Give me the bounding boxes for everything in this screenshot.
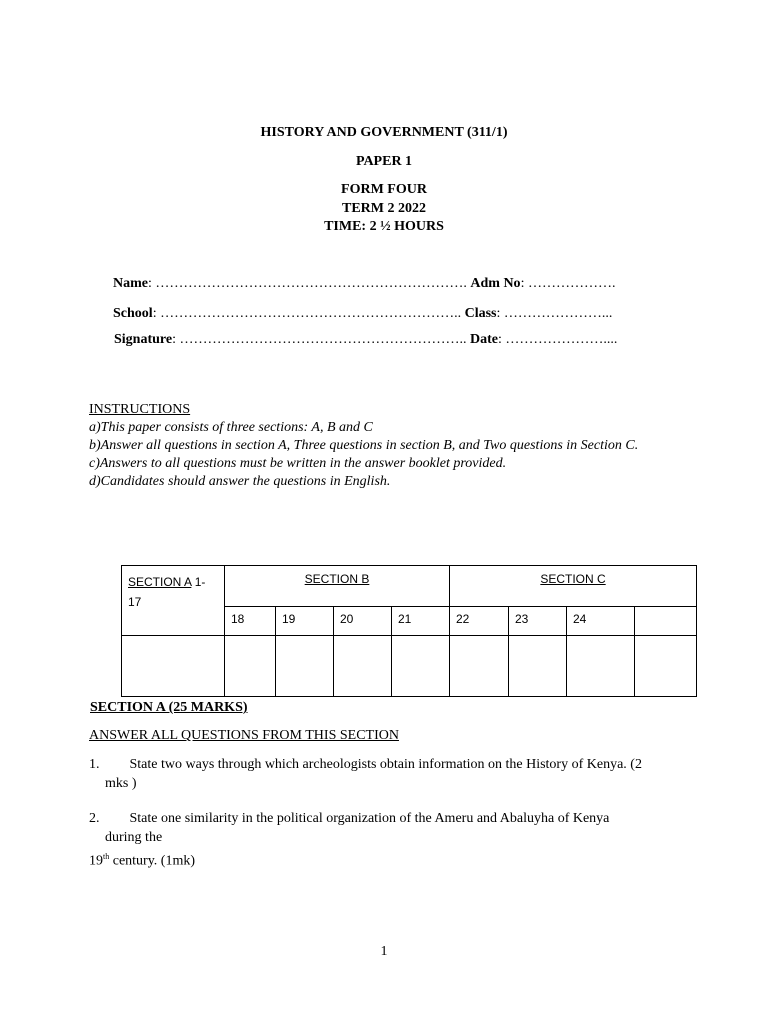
question-number-cell: 19 (276, 607, 334, 636)
name-label: Name (113, 276, 148, 291)
question-number: 1. (89, 757, 100, 772)
marks-table (121, 565, 697, 697)
question-text-continued: mks ) (105, 776, 137, 791)
school-field[interactable]: : ……………………………………………………….. (152, 306, 465, 321)
page-number: 1 (380, 944, 388, 959)
score-cell[interactable] (225, 636, 276, 697)
exam-subject-title: HISTORY AND GOVERNMENT (311/1) (260, 125, 508, 140)
signature-field[interactable]: : …………………………………………………….. (172, 332, 470, 347)
question-number-cell (635, 607, 697, 636)
question-text: State two ways through which archeologists obtain information on the History of Kenya. (2 (129, 757, 642, 772)
form-title: FORM FOUR (341, 182, 427, 197)
question-number-cell: 21 (392, 607, 450, 636)
section-a-header: SECTION A 1- 17 (122, 566, 225, 636)
score-cell[interactable] (635, 636, 697, 697)
signature-label: Signature (114, 332, 173, 347)
class-field[interactable]: : …………………... (496, 306, 613, 321)
question-text-continued: 19th century. (1mk) (89, 852, 196, 869)
instruction-item: d)Candidates should answer the questions in English. (89, 474, 391, 489)
adm-no-field[interactable]: : ………………. (520, 276, 616, 291)
name-field[interactable]: : …………………………………………………………. (148, 276, 467, 291)
question-1 (89, 755, 729, 793)
question-number-cell: 24 (567, 607, 635, 636)
score-cell[interactable] (334, 636, 392, 697)
school-field-row (113, 306, 612, 322)
question-2 (89, 809, 729, 871)
question-number-cell: 18 (225, 607, 276, 636)
section-a-heading: SECTION A (25 MARKS) (90, 700, 248, 715)
score-cell[interactable] (450, 636, 509, 697)
score-cell[interactable] (122, 636, 225, 697)
class-label: Class (464, 306, 497, 321)
signature-field-row (114, 332, 617, 348)
section-a-subheading: ANSWER ALL QUESTIONS FROM THIS SECTION (89, 728, 399, 743)
school-label: School (113, 306, 153, 321)
instructions-heading: INSTRUCTIONS (89, 402, 191, 417)
section-b-header: SECTION B (225, 566, 450, 607)
question-text: State one similarity in the political organization of the Ameru and Abaluyha of Kenya (129, 811, 610, 826)
score-cell[interactable] (276, 636, 334, 697)
time-title: TIME: 2 ½ HOURS (324, 219, 444, 234)
instruction-item: b)Answer all questions in section A, Three questions in section B, and Two questions in Section C. (89, 438, 639, 453)
score-cell[interactable] (567, 636, 635, 697)
instruction-item: c)Answers to all questions must be written in the answer booklet provided. (89, 456, 507, 471)
instruction-item: a)This paper consists of three sections: A, B and C (89, 420, 373, 435)
question-number-cell: 23 (509, 607, 567, 636)
score-cell[interactable] (392, 636, 450, 697)
name-field-row (113, 276, 615, 292)
question-number-cell: 22 (450, 607, 509, 636)
adm-no-label: Adm No (470, 276, 521, 291)
date-field[interactable]: : ………………….... (497, 332, 618, 347)
score-cell[interactable] (509, 636, 567, 697)
paper-title: PAPER 1 (355, 154, 413, 169)
section-c-header: SECTION C (450, 566, 697, 607)
question-number-cell: 20 (334, 607, 392, 636)
question-text-continued: during the (105, 830, 163, 845)
term-title: TERM 2 2022 (342, 201, 426, 216)
date-label: Date (469, 332, 498, 347)
question-number: 2. (89, 811, 100, 826)
